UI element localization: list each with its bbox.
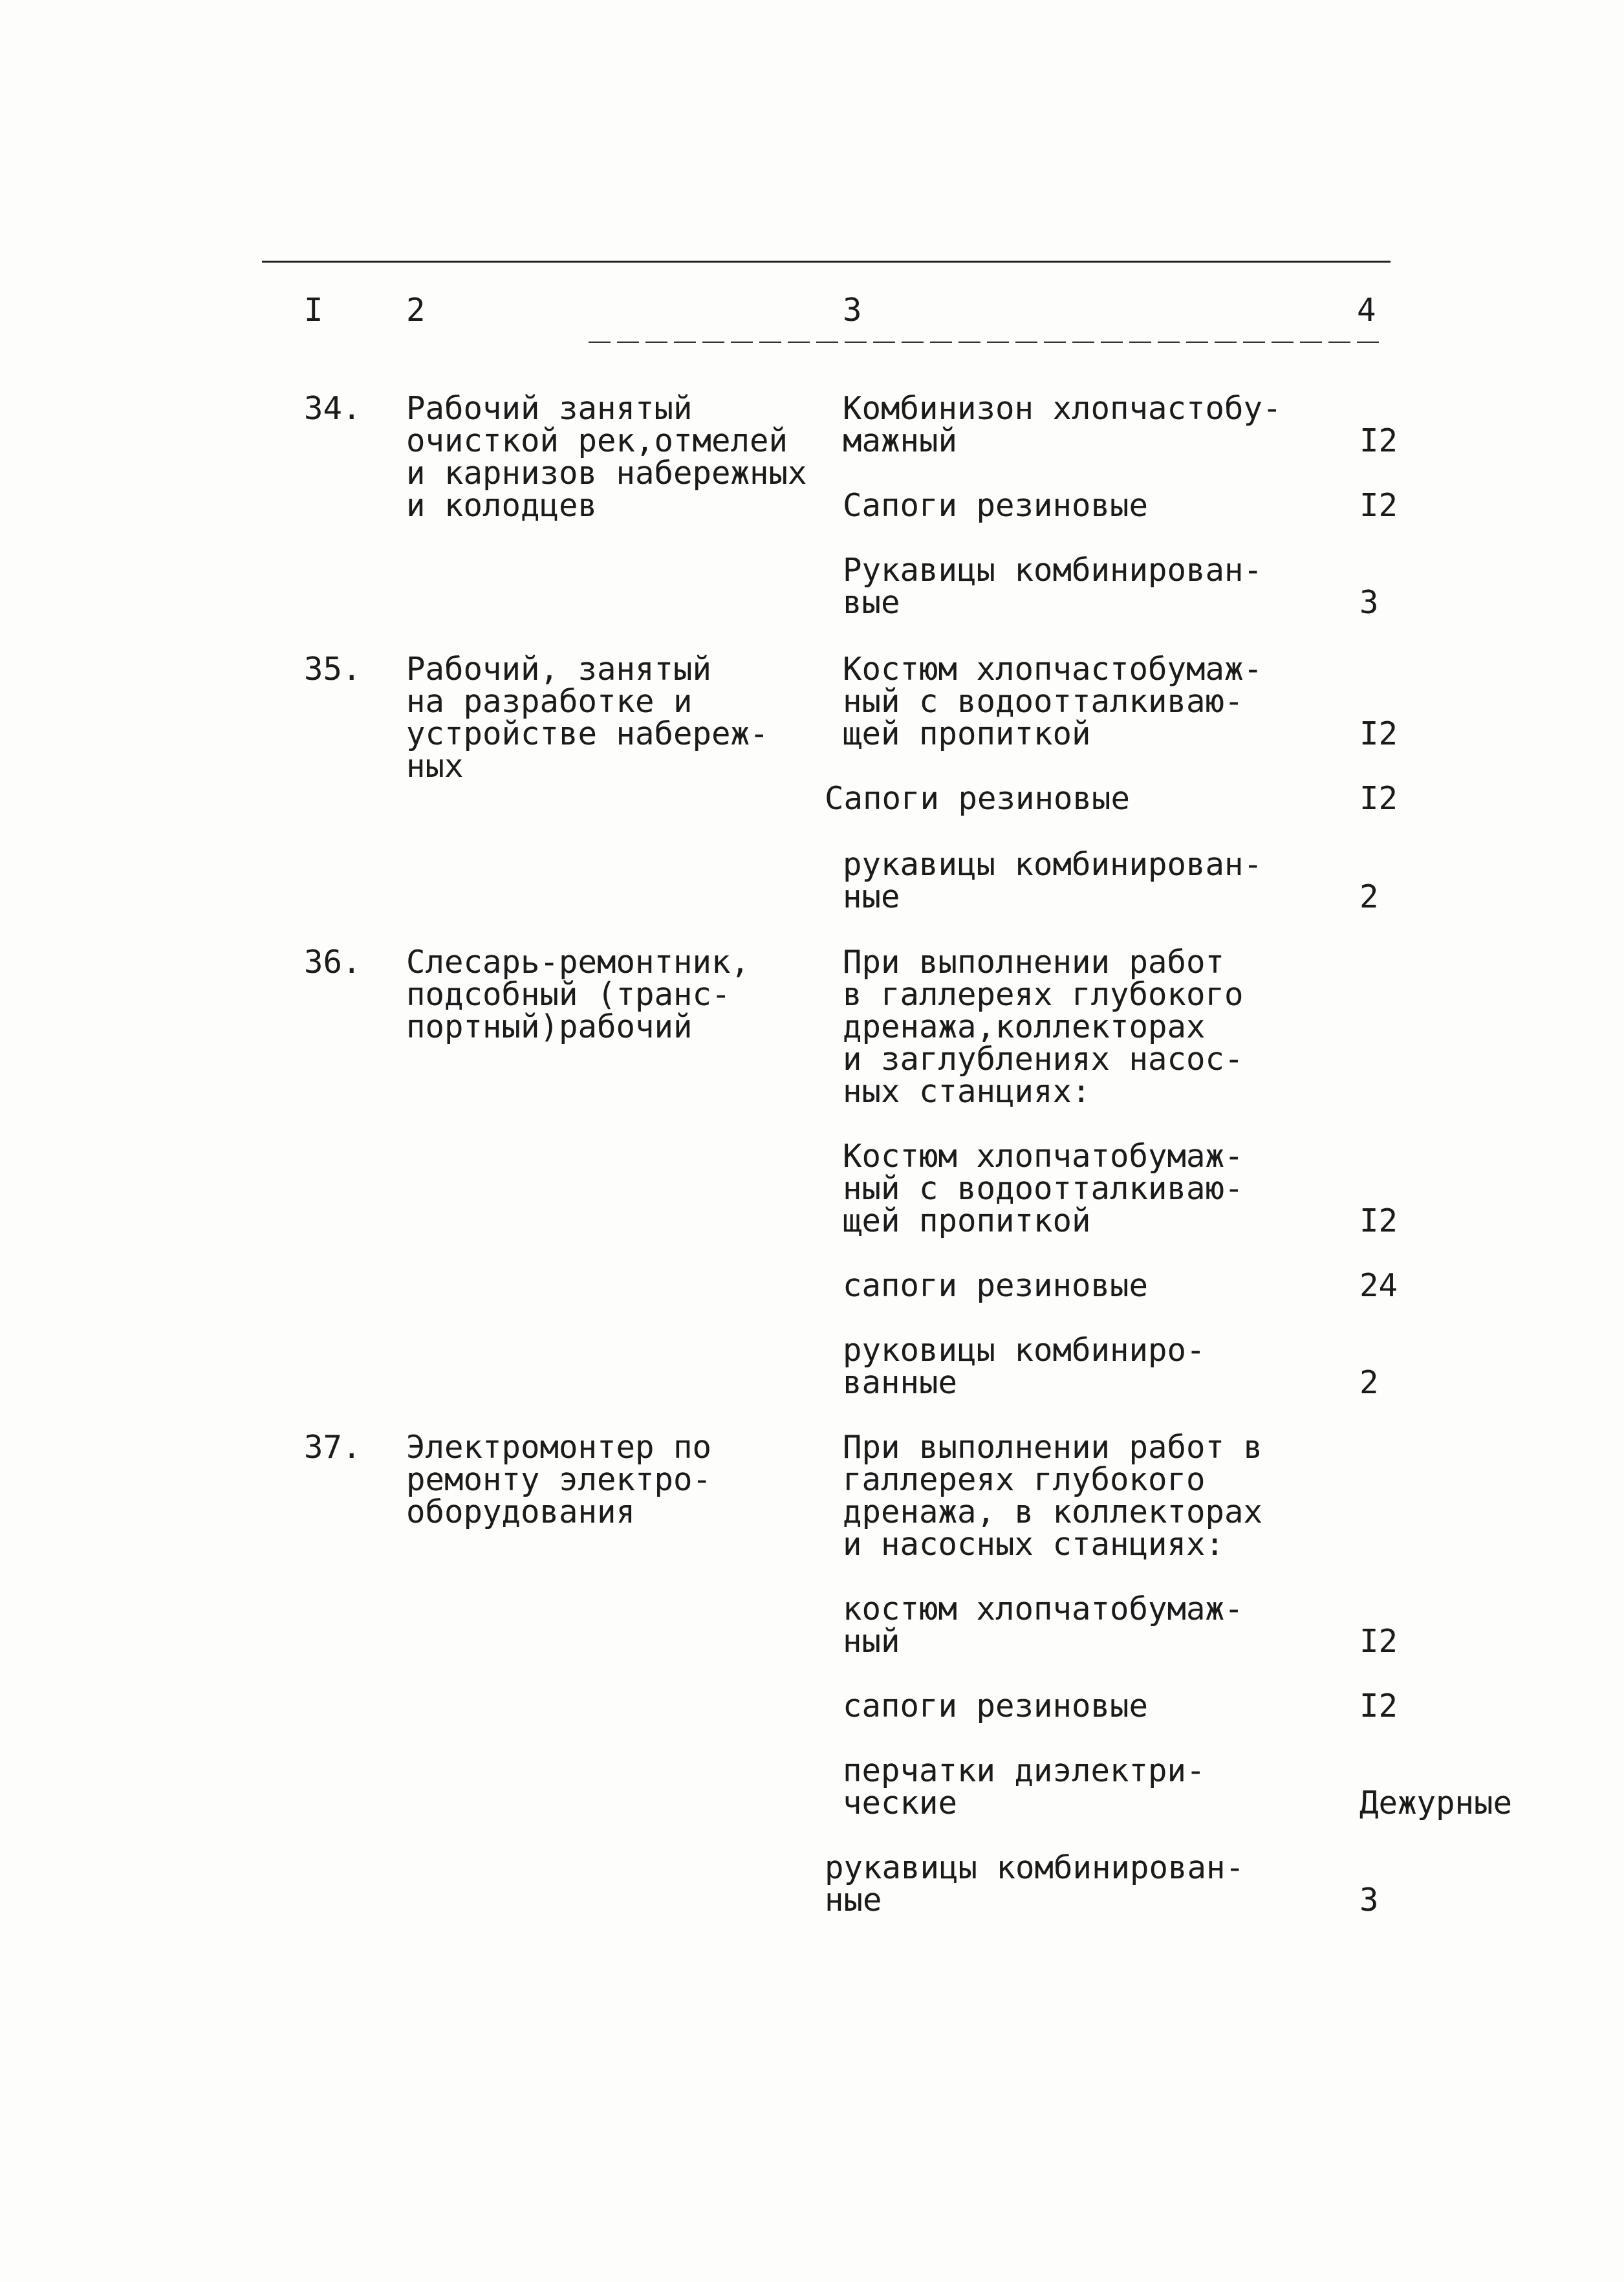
position-line: очисткой рек,отмелей [406,422,788,459]
item-name-line: рукавицы комбинирован- [843,846,1263,883]
position-line: ных [406,748,464,785]
item-name-line: руковицы комбиниро- [843,1332,1206,1369]
item-quantity: I2 [1359,780,1398,817]
position-line: оборудования [406,1494,636,1530]
item-name-line: Костюм хлопчастобумаж- [843,651,1263,688]
item-name-line: Сапоги резиновые [843,487,1149,524]
item-quantity: I2 [1359,1202,1398,1239]
item-quantity: 24 [1359,1267,1398,1304]
item-name-line: Костюм хлопчатобумаж- [843,1138,1244,1175]
item-name-line: щей пропиткой [843,715,1091,752]
item-quantity: 2 [1359,878,1379,915]
position-line: портный)рабочий [406,1008,693,1045]
row-number: 36. [304,944,362,981]
item-name-line: сапоги резиновые [843,1267,1149,1304]
note-line: При выполнении работ [843,944,1225,981]
note-line: и насосных станциях: [843,1526,1225,1563]
item-name-line: щей пропиткой [843,1202,1091,1239]
position-line: устройстве набереж- [406,715,769,752]
item-quantity: 3 [1359,1882,1379,1918]
item-name-line: ный [843,1623,900,1660]
item-name-line: сапоги резиновые [843,1688,1149,1724]
item-quantity: I2 [1359,1688,1398,1724]
note-line: и заглублениях насос- [843,1041,1244,1078]
note-line: При выполнении работ в [843,1429,1263,1466]
position-line: Слесарь-ремонтник, [406,944,750,981]
item-quantity: 2 [1359,1364,1379,1401]
position-line: Рабочий занятый [406,390,693,427]
row-number: 37. [304,1429,362,1466]
item-name-line: Сапоги резиновые [825,780,1131,817]
item-name-line: перчатки диэлектри- [843,1752,1206,1789]
item-name-line: Рукавицы комбинирован- [843,552,1263,589]
item-name-line: ные [825,1882,882,1918]
position-line: Рабочий, занятый [406,651,712,688]
item-quantity: 3 [1359,584,1379,621]
item-name-line: ческие [843,1785,958,1821]
item-name-line: мажный [843,422,958,459]
row-number: 35. [304,651,362,688]
item-quantity: I2 [1359,1623,1398,1660]
position-line: ремонту электро- [406,1461,712,1498]
item-quantity: Дежурные [1359,1785,1513,1821]
position-line: и карнизов набережных [406,455,807,492]
item-name-line: костюм хлопчатобумаж- [843,1591,1244,1627]
column-header-2: 2 [406,292,426,329]
header-bottom-rule [589,342,1381,343]
item-quantity: I2 [1359,487,1398,524]
item-name-line: ные [843,878,900,915]
item-name-line: ный с водоотталкиваю- [843,683,1244,720]
item-name-line: рукавицы комбинирован- [825,1849,1245,1886]
position-line: и колодцев [406,487,598,524]
position-line: подсобный (транс- [406,976,731,1013]
note-line: в галлереях глубокого [843,976,1244,1013]
table-top-rule [262,261,1391,263]
note-line: дренажа,коллекторах [843,1008,1206,1045]
note-line: ных станциях: [843,1073,1091,1110]
item-name-line: вые [843,584,900,621]
item-name-line: Комбинизон хлопчастобу- [843,390,1282,427]
note-line: дренажа, в коллекторах [843,1494,1263,1530]
row-number: 34. [304,390,362,427]
column-header-1: I [304,292,323,329]
item-name-line: ный с водоотталкиваю- [843,1170,1244,1207]
column-header-3: 3 [843,292,862,329]
column-header-4: 4 [1357,292,1376,329]
note-line: галлереях глубокого [843,1461,1206,1498]
item-quantity: I2 [1359,422,1398,459]
item-quantity: I2 [1359,715,1398,752]
position-line: на разработке и [406,683,693,720]
item-name-line: ванные [843,1364,958,1401]
position-line: Электромонтер по [406,1429,712,1466]
